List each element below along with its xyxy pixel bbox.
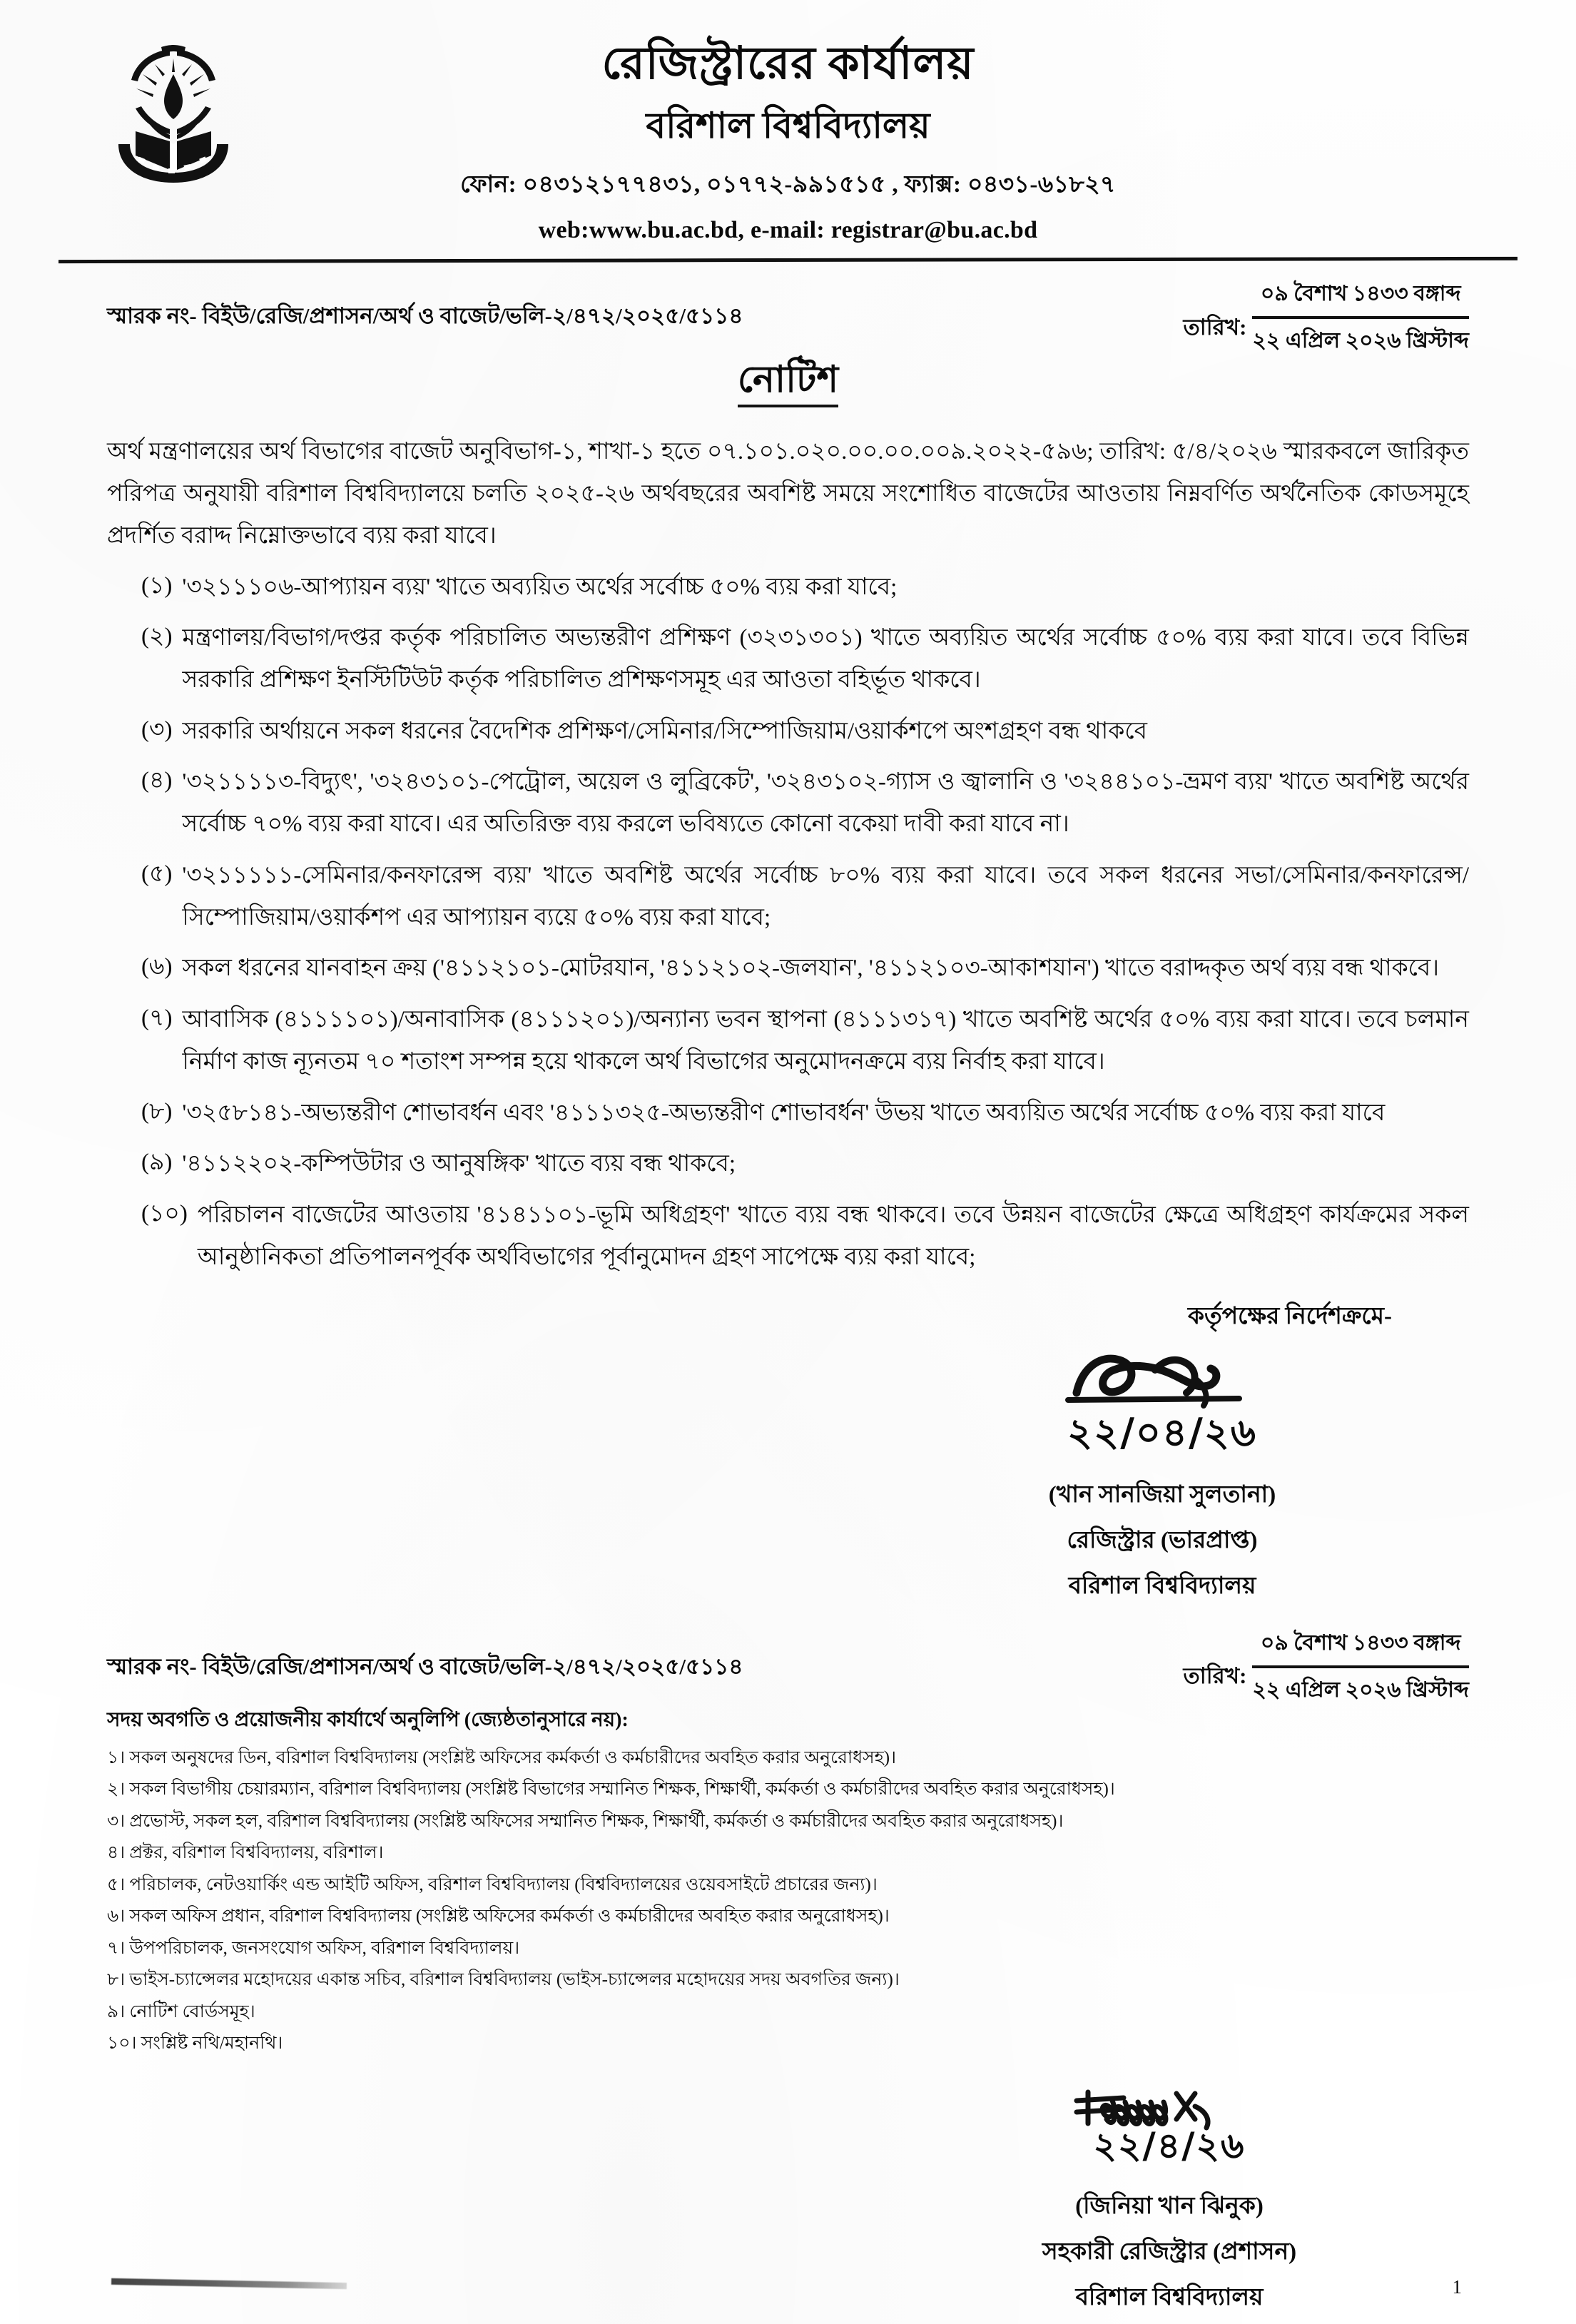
- copy-memo-date-block: [1184, 1623, 1469, 1709]
- distribution-item: ৫। পরিচালক, নেটওয়ার্কিং এন্ড আইটি অফিস, বরিশাল বিশ্ববিদ্যালয় (বিশ্ববিদ্যালয়ের ওয়েবসাইটে প্রচারের জন্য)।: [107, 1874, 878, 1894]
- clause-number: (৩): [141, 716, 173, 743]
- distribution-item: ৬। সকল অফিস প্রধান, বরিশাল বিশ্ববিদ্যালয় (সংশ্লিষ্ট অফিসের কর্মকর্তা ও কর্মচারীদের অবহিত করার অনুরোধসহ)।: [107, 1907, 890, 1927]
- clause-number: (৯): [141, 1150, 173, 1176]
- memo-date-block: [1184, 273, 1469, 360]
- copy-date-label: তারিখ:: [1183, 1663, 1247, 1689]
- clause-item: [107, 567, 1469, 609]
- clause-text: '৩২১১১০৬-আপ্যায়ন ব্যয়' খাতে অব্যয়িত অর্থের সর্বোচ্চ ৫০% ব্যয় করা যাবে;: [182, 574, 898, 600]
- office-title: রেজিস্ট্রারের কার্যালয়: [601, 39, 975, 88]
- clause-list: [107, 567, 1469, 1279]
- authority-directive: কর্তৃপক্ষের নির্দেশক্রমে-: [1187, 1303, 1392, 1329]
- clause-number: (৭): [141, 1005, 173, 1032]
- clause-text: মন্ত্রণালয়/বিভাগ/দপ্তর কর্তৃক পরিচালিত অভ্যন্তরীণ প্রশিক্ষণ (৩২৩১৩০১) খাতে অব্যয়িত অর্থের সর্বোচ্চ ৫০% ব্যয় করা যাবে। তবে বিভিন্ন সরকারি প্রশিক্ষণ ইনস্টিটিউট কর্তৃক পরিচালিত প্রশিক্ষণসমূহ এর আওতা বহির্ভূত থাকবে।: [182, 625, 1469, 693]
- clause-item: [107, 617, 1469, 701]
- handwritten-date-registrar: ২২/০৪/২৬: [1067, 1409, 1258, 1455]
- clause-number: (৬): [141, 954, 173, 980]
- clause-number: (২): [141, 624, 173, 650]
- clause-text: '৩২১১১১৩-বিদ্যুৎ', '৩২৪৩১০১-পেট্রোল, অয়েল ও লুব্রিকেট', '৩২৪৩১০২-গ্যাস ও জ্বালানি ও '৩২৪৪১০১-ভ্রমণ ব্যয়' খাতে অবশিষ্ট অর্থের সর্বোচ্চ ৭০% ব্যয় করা যাবে। এর অতিরিক্ত ব্যয় করলে ভবিষ্যতে কোনো বকেয়া দাবী করা যাবে না।: [182, 769, 1469, 838]
- clause-number: (৪): [141, 768, 173, 794]
- date-gregorian: ২২ এপ্রিল ২০২৬ খ্রিস্টাব্দ: [1252, 329, 1469, 353]
- date-label: তারিখ:: [1183, 314, 1247, 340]
- date-values: [1252, 273, 1469, 360]
- clause-item: [107, 1194, 1469, 1278]
- signature-block-assistant-registrar: [970, 2079, 1369, 2318]
- distribution-item: ১। সকল অনুষদের ডিন, বরিশাল বিশ্ববিদ্যালয় (সংশ্লিষ্ট অফিসের কর্মকর্তা ও কর্মচারীদের অবহিত করার অনুরোধসহ)।: [107, 1747, 897, 1767]
- handwritten-signature-icon: [970, 2079, 1369, 2148]
- clause-text: '৩২৫৮১৪১-অভ্যন্তরীণ শোভাবর্ধন এবং '৪১১১৩২৫-অভ্যন্তরীণ শোভাবর্ধন' উভয় খাতে অব্যয়িত অর্থের সর্বোচ্চ ৫০% ব্যয় করা যাবে: [182, 1100, 1386, 1126]
- memo-header-row: [0, 273, 1576, 353]
- copy-memo-number: স্মারক নং- বিইউ/রেজি/প্রশাসন/অর্থ ও বাজেট/ভলি-২/৪৭২/২০২৫/৫১১৪: [107, 1653, 743, 1679]
- clause-item: [107, 999, 1469, 1082]
- header-divider: [59, 257, 1517, 263]
- clause-number: (৮): [141, 1098, 173, 1125]
- contact-web-email-line: web:www.bu.ac.bd, e-mail: registrar@bu.ac.bd: [538, 217, 1038, 244]
- footer-smudge-artifact: [111, 2278, 347, 2289]
- memo-number: স্মারক নং- বিইউ/রেজি/প্রশাসন/অর্থ ও বাজেট/ভলি-২/৪৭২/২০২৫/৫১১৪: [107, 303, 743, 329]
- distribution-item: ৩। প্রভোস্ট, সকল হল, বরিশাল বিশ্ববিদ্যালয় (সংশ্লিষ্ট অফিসের সম্মানিত শিক্ষক, শিক্ষার্থী, কর্মকর্তা ও কর্মচারীদের অবহিত করার অনুরোধসহ)।: [107, 1811, 1064, 1831]
- distribution-item: ৭। উপপরিচালক, জনসংযোগ অফিস, বরিশাল বিশ্ববিদ্যালয়।: [107, 1938, 520, 1958]
- copy-date-bengali: ০৯ বৈশাখ ১৪৩৩ বঙ্গাব্দ: [1252, 1623, 1469, 1668]
- clause-text: সকল ধরনের যানবাহন ক্রয় ('৪১১২১০১-মোটরযান, '৪১১২১০২-জলযান', '৪১১২১০৩-আকাশযান') খাতে বরাদ্দকৃত অর্থ ব্যয় বন্ধ থাকবে।: [182, 955, 1440, 982]
- signatory-org: বরিশাল বিশ্ববিদ্যালয়: [1068, 1573, 1256, 1599]
- signatory-name: (খান সানজিয়া সুলতানা): [1048, 1481, 1276, 1508]
- signatory-role: সহকারী রেজিস্ট্রার (প্রশাসন): [1042, 2238, 1297, 2265]
- distribution-item: ২। সকল বিভাগীয় চেয়ারম্যান, বরিশাল বিশ্ববিদ্যালয় (সংশ্লিষ্ট বিভাগের সম্মানিত শিক্ষক, শিক্ষার্থী, কর্মকর্তা ও কর্মচারীদের অবহিত করার অনুরোধসহ)।: [107, 1780, 1115, 1800]
- clause-item: [107, 948, 1469, 990]
- handwritten-date-assistant-registrar: ২২/৪/২৬: [1093, 2124, 1246, 2166]
- clause-number: (৫): [141, 861, 173, 887]
- clause-item: [107, 1143, 1469, 1185]
- barishal-university-emblem-icon: [98, 30, 248, 188]
- clause-item: [107, 711, 1469, 753]
- handwritten-signature-icon: [962, 1341, 1362, 1430]
- notice-body: [107, 431, 1469, 1278]
- distribution-list: [107, 1747, 1469, 2055]
- clause-text: সরকারি অর্থায়নে সকল ধরনের বৈদেশিক প্রশিক্ষণ/সেমিনার/সিম্পোজিয়াম/ওয়ার্কশপে অংশগ্রহণ বন্ধ থাকবে: [182, 718, 1147, 744]
- clause-text: আবাসিক (৪১১১১০১)/অনাবাসিক (৪১১১২০১)/অন্যান্য ভবন স্থাপনা (৪১১১৩১৭) খাতে অবশিষ্ট অর্থের ৫০% ব্যয় করা যাবে। তবে চলমান নির্মাণ কাজ ন্যূনতম ৭০ শতাংশ সম্পন্ন হয়ে থাকলে অর্থ বিভাগের অনুমোদনক্রমে ব্যয় নির্বাহ করা যাবে।: [182, 1007, 1469, 1075]
- distribution-item: ৮। ভাইস-চ্যান্সেলর মহোদয়ের একান্ত সচিব, বরিশাল বিশ্ববিদ্যালয় (ভাইস-চ্যান্সেলর মহোদয়ের সদয় অবগতির জন্য)।: [107, 1970, 900, 1990]
- distribution-item: ৯। নোটিশ বোর্ডসমূহ।: [107, 2001, 255, 2021]
- distribution-heading: সদয় অবগতি ও প্রয়োজনীয় কার্যার্থে অনুলিপি (জ্যেষ্ঠতানুসারে নয়):: [107, 1708, 629, 1731]
- clause-number: (১): [141, 572, 173, 599]
- clause-text: '৪১১২২০২-কম্পিউটার ও আনুষঙ্গিক' খাতে ব্যয় বন্ধ থাকবে;: [182, 1151, 736, 1177]
- university-name: বরিশাল বিশ্ববিদ্যালয়: [646, 106, 930, 146]
- clause-item: [107, 855, 1469, 938]
- distribution-item: ১০। সংশ্লিষ্ট নথি/মহানথি।: [107, 2034, 283, 2054]
- page-number: 1: [1452, 2276, 1462, 2298]
- date-bengali: ০৯ বৈশাখ ১৪৩৩ বঙ্গাব্দ: [1252, 273, 1469, 319]
- copy-date-gregorian: ২২ এপ্রিল ২০২৬ খ্রিস্টাব্দ: [1252, 1678, 1469, 1702]
- clause-text: '৩২১১১১১-সেমিনার/কনফারেন্স ব্যয়' খাতে অবশিষ্ট অর্থের সর্বোচ্চ ৮০% ব্যয় করা যাবে। তবে সকল ধরনের সভা/সেমিনার/কনফারেন্স/সিম্পোজিয়াম/ওয়ার্কশপ এর আপ্যায়ন ব্যয়ে ৫০% ব্যয় করা যাবে;: [182, 862, 1469, 930]
- copy-date-values: [1252, 1623, 1469, 1709]
- contact-phone-line: ফোন: ০৪৩১২১৭৭৪৩১, ০১৭৭২-৯৯১৫১৫ , ফ্যাক্স: ০৪৩১-৬১৮২৭: [460, 172, 1116, 198]
- notice-intro-paragraph: অর্থ মন্ত্রণালয়ের অর্থ বিভাগের বাজেট অনুবিভাগ-১, শাখা-১ হতে ০৭.১০১.০২০.০০.০০.০০৯.২০২২-৫৯৬; তারিখ: ৫/৪/২০২৬ স্মারকবলে জারিকৃত পরিপত্র অনুযায়ী বরিশাল বিশ্ববিদ্যালয়ে চলতি ২০২৫-২৬ অর্থবছরের অবশিষ্ট সময়ে সংশোধিত বাজেটের আওতায় নিম্নবর্ণিত অর্থনৈতিক কোডসমূহে প্রদর্শিত বরাদ্দ নিম্নোক্তভাবে ব্যয় করা যাবে।: [107, 439, 1469, 549]
- notice-heading-text: নোটিশ: [738, 360, 838, 407]
- signatory-role: রেজিস্ট্রার (ভারপ্রাপ্ত): [1067, 1527, 1258, 1553]
- clause-text: পরিচালন বাজেটের আওতায় '৪১৪১১০১-ভূমি অধিগ্রহণ' খাতে ব্যয় বন্ধ থাকবে। তবে উন্নয়ন বাজেটের ক্ষেত্রে অধিগ্রহণ কার্যক্রমের সকল আনুষ্ঠানিকতা প্রতিপালনপূর্বক অর্থবিভাগের পূর্বানুমোদন গ্রহণ সাপেক্ষে ব্যয় করা যাবে;: [197, 1202, 1469, 1270]
- clause-item: [107, 761, 1469, 845]
- notice-heading: [0, 350, 1576, 412]
- signature-block-registrar: [962, 1341, 1362, 1607]
- distribution-item: ৪। প্রক্টর, বরিশাল বিশ্ববিদ্যালয়, বরিশাল।: [107, 1843, 384, 1863]
- signatory-name: (জিনিয়া খান ঝিনুক): [1075, 2193, 1264, 2219]
- clause-number: (১০): [141, 1201, 188, 1227]
- letterhead: [0, 0, 1576, 262]
- clause-item: [107, 1092, 1469, 1135]
- copy-memo-header-row: [0, 1625, 1576, 1703]
- signatory-org: বরিশাল বিশ্ববিদ্যালয়: [1075, 2284, 1264, 2310]
